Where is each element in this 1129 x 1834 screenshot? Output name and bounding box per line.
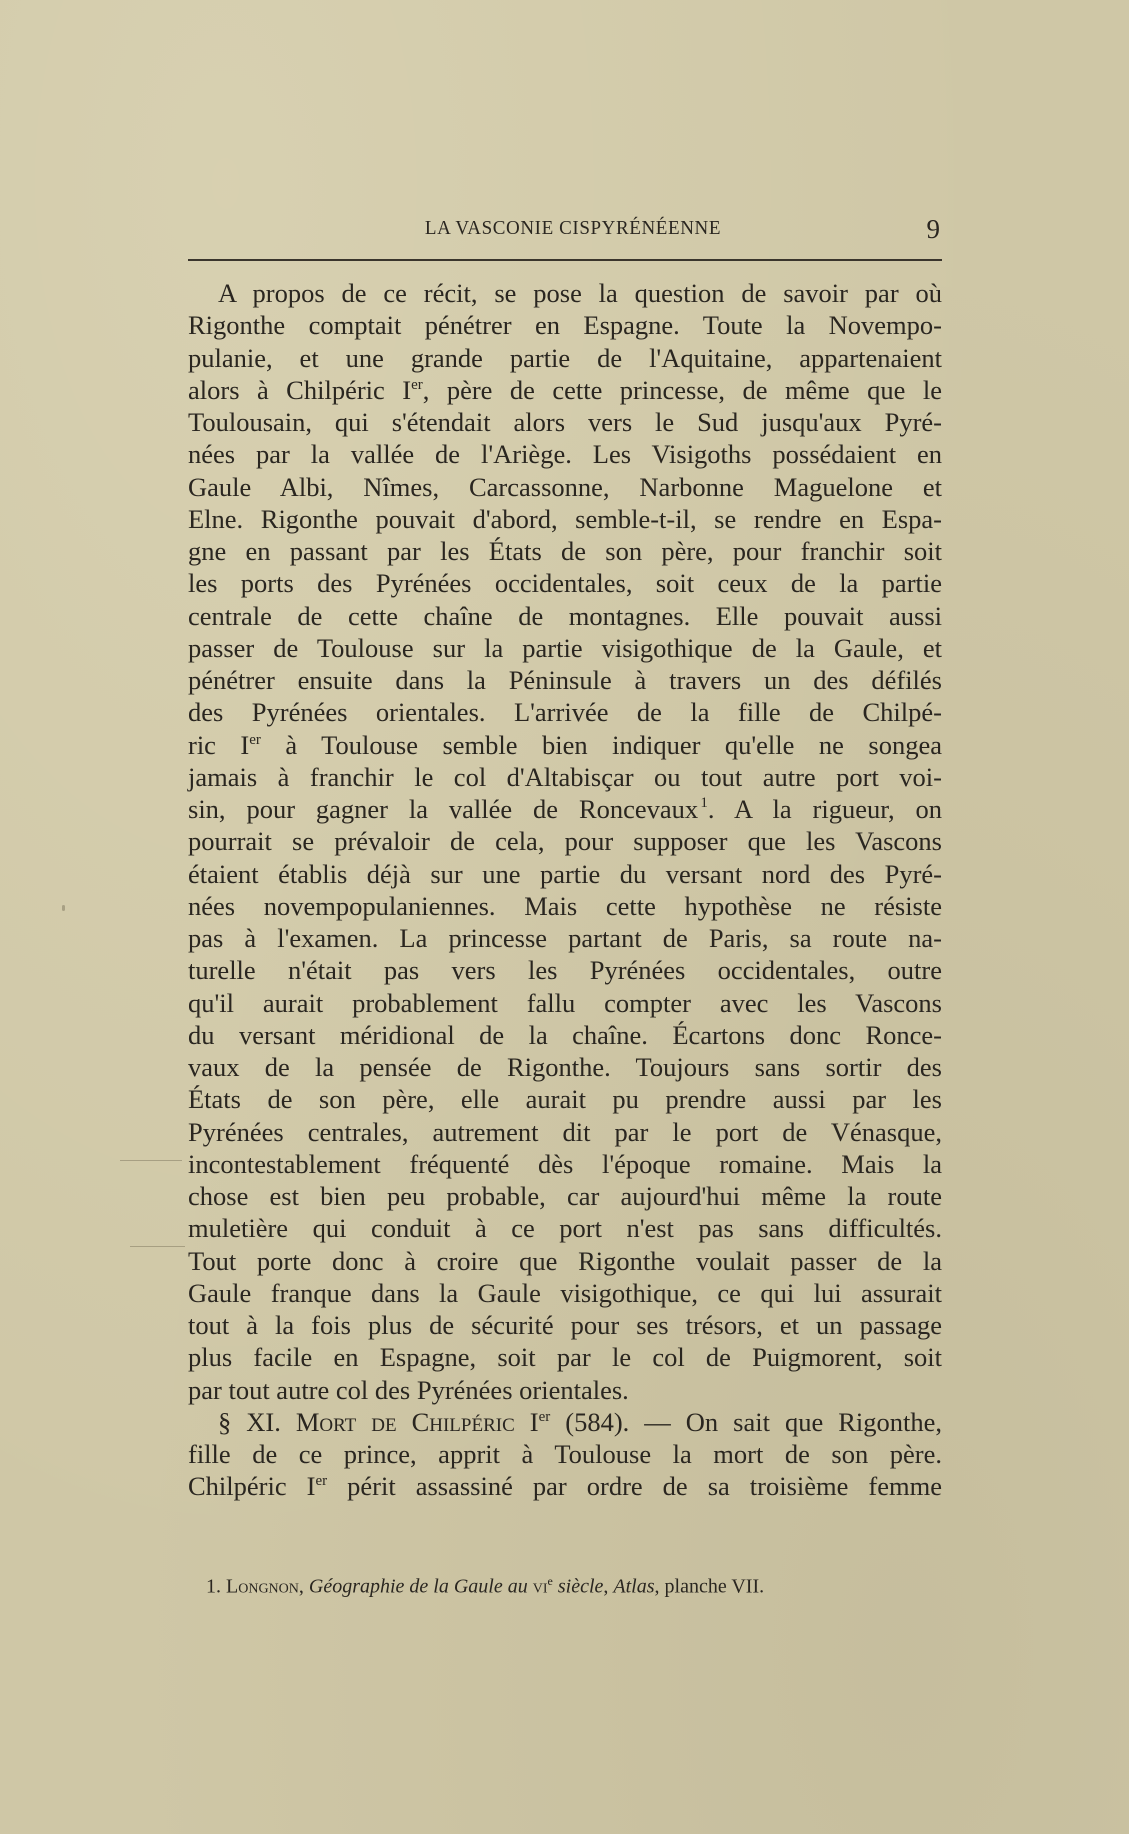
text-line: nées par la vallée de l'Ariège. Les Visigoths possédaient en [188,439,942,470]
running-head [188,214,942,248]
footnote-marker: 1. [206,1575,221,1598]
text-line: pourrait se prévaloir de cela, pour supposer que les Vascons [188,826,942,857]
text-line [188,793,942,825]
footnote-century: vi [532,1575,548,1598]
text-line: Tout porte donc à croire que Rigonthe voulait passer de la [188,1245,942,1276]
section-number: § XI. [218,1406,281,1437]
text-run: périt assassiné par ordre de sa troisième femme [327,1471,943,1502]
text-line: pas à l'examen. La princesse partant de Paris, sa route na- [188,923,942,953]
text-line: les ports des Pyrénées occidentales, soit ceux de la partie [188,568,942,599]
text-line: turelle n'était pas vers les Pyrénées occidentales, outre [188,955,942,986]
text-line [188,1470,942,1502]
text-line: des Pyrénées orientales. L'arrivée de la fille de Chilpé- [188,697,942,728]
paper-scratch [130,1246,185,1247]
text-line [188,374,942,406]
text-run: — On sait que Rigonthe, [629,1406,943,1437]
footnote-atlas: Atlas [613,1575,655,1598]
text-line: muletière qui conduit à ce port n'est pas sans difficultés. [188,1213,942,1244]
text-run: alors à Chilpéric I [188,374,412,405]
page-number: 9 [926,214,940,244]
text-line: fille de ce prince, apprit à Toulouse la mort de son père. [188,1439,942,1469]
text-line: passer de Toulouse sur la partie visigothique de la Gaule, et [188,632,942,663]
text-run: ric I [188,729,250,760]
text-line: vaux de la pensée de Rigonthe. Toujours sans sortir des [188,1052,942,1082]
text-line: pénétrer ensuite dans la Péninsule à travers un des défilés [188,665,942,695]
text-run: à Toulouse semble bien indiquer qu'elle ne songea [260,729,942,760]
footnote-plate: planche VII. [664,1575,765,1598]
text-line: pulanie, et une grande partie de l'Aquitaine, appartenaient [188,342,942,373]
text-line: incontestablement fréquenté dès l'époque romaine. Mais la [188,1148,942,1179]
section-date: (584). [550,1406,630,1437]
footnote: 1. Longnon, Géographie de la Gaule au $vi^e$ siècle, Atlas, planche VII. [206,1574,765,1598]
superscript: e [547,1574,553,1588]
superscript: er [538,1408,551,1425]
section-title: Mort de Chilpéric I [295,1406,539,1437]
text-line: Pyrénées centrales, autrement dit par le port de Vénasque, [188,1116,942,1147]
text-line: plus facile en Espagne, soit par le col de Puigmorent, soit [188,1342,942,1373]
section-heading-line [188,1406,942,1438]
text-line: nées novempopulaniennes. Mais cette hypothèse ne résiste [188,890,942,921]
text-run: , père de cette princesse, de même que le [422,374,942,405]
text-run: Chilpéric I [188,1471,316,1502]
body-text [188,277,942,1503]
text-line: jamais à franchir le col d'Altabisçar ou tout autre port voi- [188,761,942,792]
text-line: centrale de cette chaîne de montagnes. Elle pouvait aussi [188,600,942,631]
footnote-title: Géographie de la Gaule au [308,1575,528,1598]
running-head-title: LA VASCONIE CISPYRÉNÉENNE [424,217,722,240]
superscript: er [315,1473,328,1490]
text-line: gne en passant par les États de son père, pour franchir soit [188,536,942,566]
text-line: États de son père, elle aurait pu prendre aussi par les [188,1084,942,1115]
text-line: chose est bien peu probable, car aujourd'hui même la route [188,1181,942,1211]
footnote-reference[interactable]: 1 [700,795,708,811]
text-line: tout à la fois plus de sécurité pour ses trésors, et un passage [188,1310,942,1340]
footnote-author: Longnon [226,1575,299,1598]
text-line: A propos de ce récit, se pose la question de savoir par où [218,278,942,308]
text-line: étaient établis déjà sur une partie du versant nord des Pyré- [188,858,942,889]
text-line: du versant méridional de la chaîne. Écartons donc Ronce- [188,1019,942,1050]
header-rule [188,259,942,261]
text-line: Gaule Albi, Nîmes, Carcassonne, Narbonne Maguelone et [188,471,942,502]
superscript: er [411,376,423,393]
text-line: Rigonthe comptait pénétrer en Espagne. Toute la Novempo- [188,310,942,341]
superscript: er [249,731,261,748]
paper-speck [62,905,65,911]
text-run: sin, pour gagner la vallée de Roncevaux [188,794,699,824]
text-run: . A la rigueur, on [707,794,942,824]
paper-scratch [120,1160,182,1161]
text-line: Gaule franque dans la Gaule visigothique, ce qui lui assurait [188,1277,942,1308]
text-line: Toulousain, qui s'étendait alors vers le Sud jusqu'aux Pyré- [188,407,942,437]
text-line: par tout autre col des Pyrénées orientales. [188,1374,629,1405]
footnote-title-cont: siècle [557,1575,604,1598]
text-line: qu'il aurait probablement fallu compter avec les Vascons [188,987,942,1018]
text-line: Elne. Rigonthe pouvait d'abord, semble-t-il, se rendre en Espa- [188,503,942,534]
text-line [188,729,942,761]
